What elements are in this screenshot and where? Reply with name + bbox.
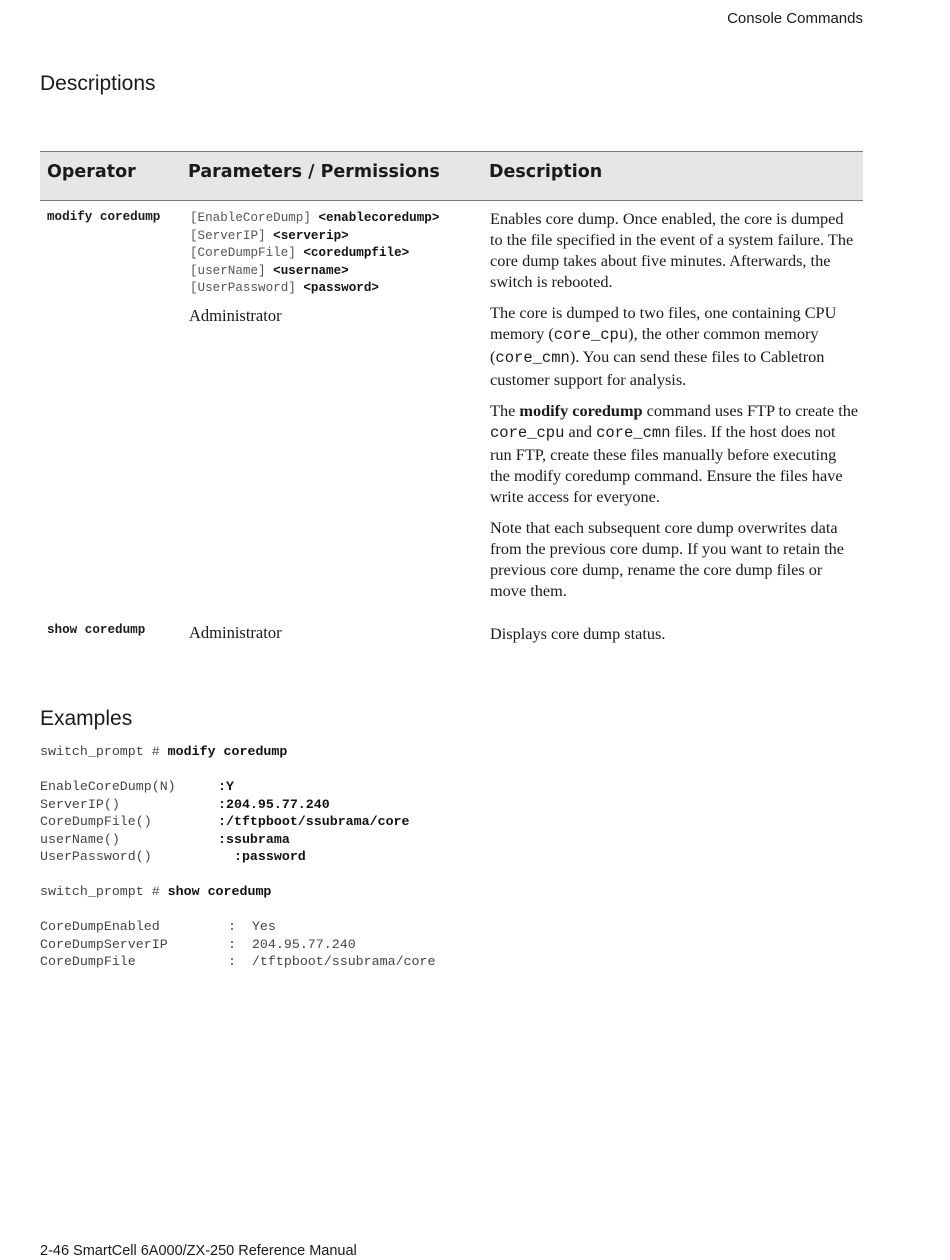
param-line	[190, 228, 439, 246]
example-output-line: CoreDumpEnabled : Yes	[40, 919, 276, 934]
description-paragraph: The modify coredump command uses FTP to create the core_cpu and core_cmn files. If the host does not run FTP, create these files manually before executing the modify coredump command. Ensure the files have write access for everyone.	[490, 401, 859, 506]
param-value: <serverip>	[273, 228, 349, 243]
examples-heading: Examples	[40, 707, 133, 730]
page-footer: 2-46 SmartCell 6A000/ZX-250 Reference Manual	[40, 1243, 357, 1259]
operator-modify-coredump: modify coredump	[47, 210, 161, 224]
table-header	[40, 151, 863, 201]
command-table	[40, 151, 863, 643]
param-value: <coredumpfile>	[303, 246, 410, 260]
example-output-line: UserPassword() :password	[40, 849, 306, 864]
param-option: [ServerIP]	[190, 228, 266, 243]
param-value: <password>	[303, 281, 379, 295]
param-line	[190, 263, 439, 281]
description-paragraph: The core is dumped to two files, one containing CPU memory (core_cpu), the other common memory (core_cmn). You can send these files to Cabletron customer support for analysis.	[490, 303, 837, 389]
description-paragraph: Enables core dump. Once enabled, the core is dumped to the file specified in the event of a system failure. The core dump takes about five minutes. Afterwards, the switch is rebooted.	[490, 209, 854, 291]
param-line	[190, 245, 439, 263]
column-header-description: Description	[489, 162, 603, 182]
param-option: [EnableCoreDump]	[190, 211, 311, 225]
param-option: [userName]	[190, 263, 266, 278]
operator-show-coredump: show coredump	[47, 623, 146, 637]
parameter-list	[190, 210, 439, 298]
column-header-parameters: Parameters / Permissions	[188, 162, 440, 182]
example-output-line: CoreDumpFile() :/tftpboot/ssubrama/core	[40, 814, 410, 829]
param-option: [CoreDumpFile]	[190, 246, 296, 260]
description-show-coredump: Displays core dump status.	[490, 624, 666, 643]
example-command-line: switch_prompt # show coredump	[40, 884, 272, 899]
example-output-line: EnableCoreDump(N) :Y	[40, 779, 234, 794]
examples-code-block	[40, 743, 435, 971]
description-modify-coredump	[490, 208, 860, 611]
example-output-line: userName() :ssubrama	[40, 831, 290, 847]
param-value: <enablecoredump>	[318, 211, 440, 225]
column-header-operator: Operator	[47, 162, 136, 182]
permission-show-coredump: Administrator	[189, 623, 282, 642]
example-output-line: ServerIP() :204.95.77.240	[40, 796, 330, 812]
example-command-line: switch_prompt # modify coredump	[40, 744, 288, 759]
param-option: [UserPassword]	[190, 281, 296, 295]
param-line	[190, 280, 439, 298]
param-value: <username>	[273, 263, 349, 278]
example-output-line: CoreDumpServerIP : 204.95.77.240	[40, 936, 356, 952]
page-header-title: Console Commands	[727, 10, 863, 27]
descriptions-heading: Descriptions	[40, 72, 156, 95]
permission-modify-coredump: Administrator	[189, 306, 282, 325]
description-paragraph: Note that each subsequent core dump overwrites data from the previous core dump. If you want to retain the previous core dump, rename the core dump files or move them.	[490, 518, 845, 600]
param-line	[190, 210, 439, 228]
example-output-line: CoreDumpFile : /tftpboot/ssubrama/core	[40, 954, 436, 969]
